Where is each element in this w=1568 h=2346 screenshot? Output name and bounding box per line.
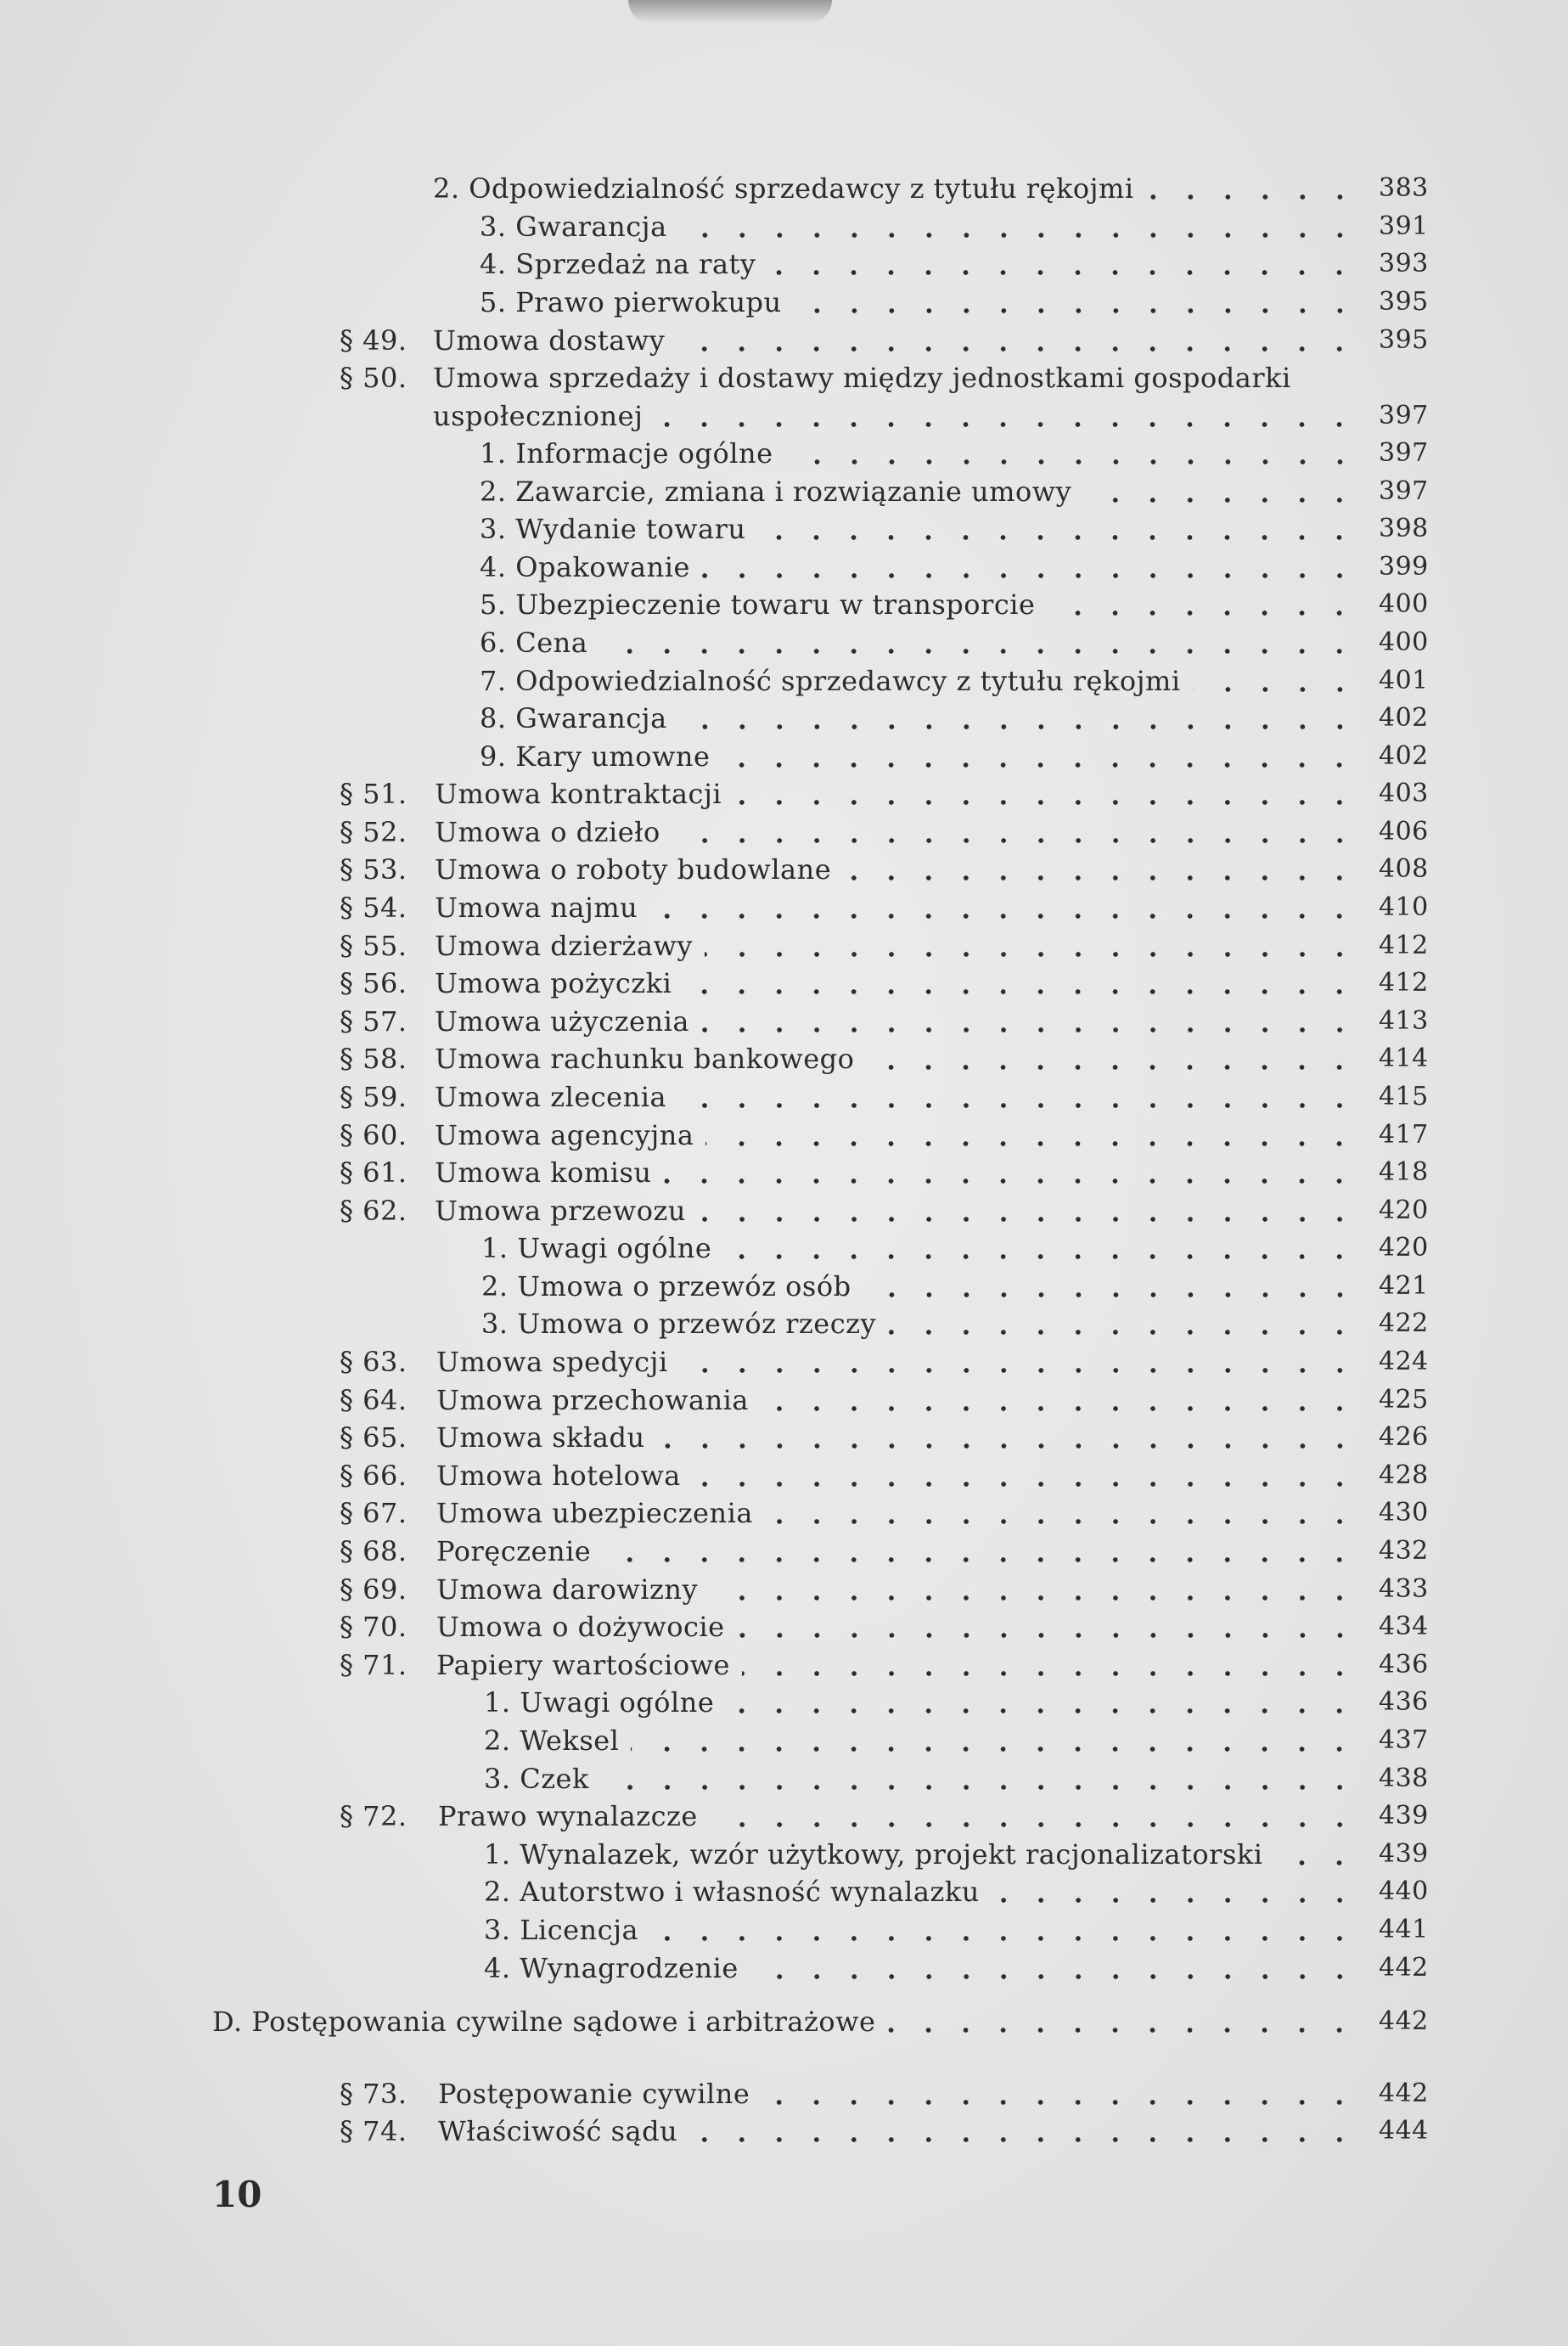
- toc-section-number: § 50.: [340, 362, 407, 394]
- toc-entry[interactable]: [480, 206, 1379, 244]
- toc-entry-title: Umowa dostawy: [433, 324, 666, 357]
- toc-entry[interactable]: [435, 1001, 1379, 1038]
- toc-entry[interactable]: [435, 774, 1379, 811]
- toc-entry[interactable]: [433, 168, 1379, 205]
- toc-page-number: 415: [1379, 1082, 1429, 1111]
- toc-entry-title: Umowa sprzedaży i dostawy między jednostkami gospodarki: [433, 362, 1291, 394]
- toc-page-number: 400: [1379, 589, 1429, 619]
- dot-leader: [1146, 172, 1363, 205]
- toc-entry-title: Właściwość sądu: [438, 2115, 678, 2147]
- dot-leader: [631, 1724, 1363, 1758]
- toc-entry[interactable]: [484, 1871, 1379, 1909]
- toc-entry[interactable]: [480, 509, 1379, 546]
- toc-entry-title: 2. Umowa o przewóz osób: [481, 1270, 851, 1302]
- toc-page-number: 432: [1379, 1536, 1429, 1566]
- dot-leader: [762, 2077, 1363, 2111]
- dot-leader: [710, 1799, 1363, 1833]
- toc-entry-title: Poręczenie: [436, 1535, 592, 1567]
- toc-page-number: 401: [1379, 666, 1429, 695]
- toc-entry-title: Umowa rachunku bankowego: [435, 1043, 855, 1075]
- toc-entry-title: Umowa kontraktacji: [435, 778, 722, 810]
- dot-leader: [657, 1421, 1363, 1454]
- dot-leader: [750, 1951, 1363, 1985]
- toc-entry-title: 3. Wydanie towaru: [480, 513, 746, 545]
- toc-page-number: 399: [1379, 552, 1429, 582]
- toc-page-number: 442: [1379, 2079, 1429, 2108]
- toc-page-number: 420: [1379, 1233, 1429, 1263]
- toc-entry-title: 5. Prawo pierwokupu: [480, 286, 782, 318]
- toc-entry-title: 1. Uwagi ogólne: [484, 1686, 715, 1719]
- dot-leader: [767, 247, 1363, 281]
- toc-entry[interactable]: [484, 1910, 1379, 1947]
- toc-entry[interactable]: [433, 396, 1379, 433]
- toc-entry-title: Umowa składu: [436, 1421, 645, 1454]
- dot-leader: [705, 929, 1363, 963]
- toc-page-number: 422: [1379, 1308, 1429, 1338]
- toc-entry-title: Umowa agencyjna: [435, 1119, 694, 1151]
- toc-entry[interactable]: [435, 1115, 1379, 1152]
- dot-leader: [794, 285, 1363, 319]
- toc-entry[interactable]: [480, 736, 1379, 774]
- toc-entry-title: Umowa o roboty budowlane: [435, 853, 832, 886]
- dot-leader: [765, 1496, 1363, 1530]
- toc-entry[interactable]: [436, 1342, 1379, 1379]
- toc-entry[interactable]: [433, 357, 1379, 395]
- dot-leader: [599, 626, 1363, 660]
- dot-leader: [680, 1345, 1363, 1379]
- toc-page-number: 428: [1379, 1460, 1429, 1490]
- toc-entry[interactable]: [436, 1645, 1379, 1682]
- toc-entry-title: 2. Odpowiedzialność sprzedawcy z tytułu rękojmi: [433, 172, 1134, 205]
- toc-section-number: § 66.: [340, 1460, 407, 1492]
- dot-leader: [1083, 475, 1363, 509]
- toc-entry[interactable]: [480, 698, 1379, 735]
- toc-entry[interactable]: [480, 661, 1379, 698]
- dot-leader: [843, 852, 1363, 886]
- toc-page-number: 393: [1379, 249, 1429, 278]
- toc-page-number: 412: [1379, 968, 1429, 998]
- toc-entry[interactable]: [480, 471, 1379, 509]
- dot-leader: [866, 1042, 1363, 1076]
- toc-entry[interactable]: [435, 1190, 1379, 1228]
- toc-page-number: 403: [1379, 779, 1429, 808]
- toc-section-number: § 61.: [340, 1156, 407, 1189]
- toc-page-number: 436: [1379, 1650, 1429, 1679]
- toc-entry[interactable]: [436, 1531, 1379, 1568]
- dot-leader: [723, 1231, 1363, 1265]
- toc-page-number: 426: [1379, 1422, 1429, 1452]
- toc-entry-title: 2. Zawarcie, zmiana i rozwiązanie umowy: [480, 475, 1072, 508]
- dot-leader: [705, 1118, 1363, 1152]
- dot-leader: [672, 815, 1363, 849]
- toc-entry-title: uspołecznionej: [433, 400, 643, 432]
- toc-entry[interactable]: [438, 1796, 1379, 1833]
- dot-leader: [677, 323, 1363, 357]
- toc-entry[interactable]: [435, 1038, 1379, 1076]
- toc-entry[interactable]: [436, 1455, 1379, 1493]
- toc-entry-title: 1. Informacje ogólne: [480, 437, 773, 470]
- toc-entry-title: 9. Kary umowne: [480, 740, 711, 773]
- toc-section-number: § 54.: [340, 892, 407, 924]
- toc-page-number: 421: [1379, 1271, 1429, 1301]
- toc-page-number: 436: [1379, 1687, 1429, 1717]
- dot-leader: [1193, 664, 1363, 698]
- dot-leader: [679, 701, 1363, 735]
- dot-leader: [679, 210, 1363, 244]
- toc-entry[interactable]: [480, 584, 1379, 622]
- dot-leader: [1274, 1837, 1363, 1871]
- toc-page-number: 439: [1379, 1839, 1429, 1869]
- toc-entry[interactable]: [484, 1834, 1379, 1871]
- toc-page-number: 424: [1379, 1347, 1429, 1376]
- toc-entry-title: D. Postępowania cywilne sądowe i arbitrażowe: [212, 2006, 876, 2038]
- toc-section-number: § 57.: [340, 1005, 407, 1038]
- toc-section-number: § 72.: [340, 1800, 407, 1832]
- dot-leader: [742, 1648, 1363, 1682]
- dot-leader: [761, 1383, 1363, 1417]
- toc-section-number: § 51.: [340, 778, 407, 810]
- toc-section-number: § 68.: [340, 1535, 407, 1567]
- toc-entry[interactable]: [484, 1682, 1379, 1719]
- toc-page-number: 442: [1379, 1953, 1429, 1983]
- dot-leader: [1047, 588, 1363, 622]
- toc-page-number: 400: [1379, 627, 1429, 657]
- toc-entry-title: 1. Wynalazek, wzór użytkowy, projekt racjonalizatorski: [484, 1838, 1263, 1871]
- toc-page-number: 441: [1379, 1915, 1429, 1944]
- toc-entry-title: 3. Czek: [484, 1763, 589, 1795]
- toc-section-number: § 55.: [340, 930, 407, 962]
- toc-entry-title: Umowa przechowania: [436, 1384, 749, 1416]
- toc-section-number: § 60.: [340, 1119, 407, 1151]
- toc-page-number: 398: [1379, 514, 1429, 543]
- toc-page-number: 410: [1379, 892, 1429, 922]
- toc-entry-title: Umowa o dzieło: [435, 816, 660, 848]
- dot-leader: [737, 1610, 1363, 1644]
- dot-leader: [655, 399, 1363, 433]
- toc-page-number: 420: [1379, 1196, 1429, 1225]
- dot-leader: [649, 891, 1363, 925]
- toc-entry-title: 1. Uwagi ogólne: [481, 1232, 712, 1264]
- dot-leader: [601, 1762, 1363, 1796]
- toc-page-number: 397: [1379, 438, 1429, 468]
- toc-entry-title: 3. Gwarancja: [480, 211, 667, 243]
- toc-page-number: 413: [1379, 1006, 1429, 1036]
- toc-section-number: § 64.: [340, 1384, 407, 1416]
- toc-entry[interactable]: [436, 1606, 1379, 1644]
- toc-entry[interactable]: [436, 1569, 1379, 1606]
- toc-section-number: § 52.: [340, 816, 407, 848]
- toc-page-number: 444: [1379, 2116, 1429, 2146]
- dot-leader: [863, 1269, 1363, 1303]
- toc-page-number: 397: [1379, 401, 1429, 430]
- toc-entry-title: 3. Licencja: [484, 1914, 639, 1946]
- toc-section-number: § 59.: [340, 1081, 407, 1113]
- toc-entry-title: Postępowanie cywilne: [438, 2078, 750, 2110]
- toc-section-number: § 49.: [340, 324, 407, 357]
- toc-section-number: § 71.: [340, 1649, 407, 1681]
- toc-entry-title: Umowa zlecenia: [435, 1081, 667, 1113]
- toc-page-number: 402: [1379, 703, 1429, 733]
- dot-leader: [888, 1307, 1363, 1341]
- dot-leader: [693, 1459, 1363, 1493]
- dot-leader: [726, 1685, 1363, 1719]
- toc-page-number: 417: [1379, 1120, 1429, 1150]
- toc-entry-title: 5. Ubezpieczenie towaru w transporcie: [480, 588, 1036, 621]
- toc-entry-title: 4. Sprzedaż na raty: [480, 248, 756, 280]
- toc-entry-title: Umowa pożyczki: [435, 967, 672, 999]
- page-number: 10: [212, 2174, 262, 2215]
- toc-section-number: § 63.: [340, 1346, 407, 1378]
- toc-entry-title: Umowa przewozu: [435, 1195, 686, 1227]
- toc-section-number: § 58.: [340, 1043, 407, 1075]
- toc-page-number: 430: [1379, 1498, 1429, 1527]
- toc-section-number: § 70.: [340, 1611, 407, 1643]
- dot-leader: [887, 2005, 1363, 2039]
- toc-entry[interactable]: [480, 244, 1379, 281]
- toc-entry[interactable]: [435, 925, 1379, 963]
- toc-entry[interactable]: [480, 547, 1379, 584]
- toc-entry[interactable]: [435, 887, 1379, 925]
- dot-leader: [689, 2114, 1363, 2148]
- toc-entry-title: 2. Weksel: [484, 1724, 620, 1757]
- toc-section-number: § 74.: [340, 2115, 407, 2147]
- toc-section-number: § 65.: [340, 1421, 407, 1454]
- toc-entry[interactable]: [481, 1303, 1379, 1341]
- toc-entry[interactable]: [435, 812, 1379, 849]
- dot-leader: [710, 1572, 1363, 1606]
- toc-entry-title: 7. Odpowiedzialność sprzedawcy z tytułu rękojmi: [480, 665, 1181, 697]
- toc-entry[interactable]: [435, 963, 1379, 1000]
- dot-leader: [698, 1194, 1363, 1228]
- toc-page-number: 438: [1379, 1764, 1429, 1793]
- dot-leader: [663, 1156, 1363, 1190]
- toc-entry[interactable]: [484, 1948, 1379, 1985]
- toc-entry[interactable]: [436, 1493, 1379, 1530]
- toc-entry[interactable]: [435, 1152, 1379, 1190]
- toc-entry-title: 3. Umowa o przewóz rzeczy: [481, 1308, 877, 1340]
- toc-entry[interactable]: [438, 2073, 1379, 2111]
- toc-entry-title: 4. Opakowanie: [480, 551, 690, 583]
- toc-page-number: 439: [1379, 1801, 1429, 1831]
- toc-entry-title: Umowa spedycji: [436, 1346, 668, 1378]
- toc-page-number: 397: [1379, 476, 1429, 506]
- toc-page-number: 437: [1379, 1725, 1429, 1755]
- dot-leader: [785, 436, 1363, 470]
- toc-entry-title: Umowa dzierżawy: [435, 930, 693, 962]
- toc-entry-title: 2. Autorstwo i własność wynalazku: [484, 1876, 980, 1908]
- toc-entry[interactable]: [481, 1228, 1379, 1265]
- toc-entry[interactable]: [433, 320, 1379, 357]
- toc-page-number: 395: [1379, 287, 1429, 317]
- toc-page-number: 391: [1379, 211, 1429, 241]
- toc-entry-title: 8. Gwarancja: [480, 702, 667, 734]
- toc-page-number: 414: [1379, 1044, 1429, 1073]
- toc-page-number: 412: [1379, 931, 1429, 960]
- toc-entry[interactable]: [436, 1380, 1379, 1417]
- toc-section-number: § 67.: [340, 1497, 407, 1529]
- dot-leader: [722, 740, 1363, 774]
- dot-leader: [702, 550, 1363, 584]
- toc-page-number: 442: [1379, 2006, 1429, 2036]
- toc-section-number: § 62.: [340, 1195, 407, 1227]
- dot-leader: [757, 512, 1363, 546]
- toc-entry[interactable]: [484, 1720, 1379, 1758]
- toc-entry-title: Umowa o dożywocie: [436, 1611, 725, 1643]
- dot-leader: [603, 1534, 1363, 1568]
- toc-section-number: § 73.: [340, 2078, 407, 2110]
- toc-page-number: 395: [1379, 325, 1429, 355]
- toc-section-number: § 69.: [340, 1573, 407, 1606]
- toc-entry[interactable]: [480, 282, 1379, 319]
- dot-leader: [992, 1875, 1363, 1909]
- toc-entry-title: Umowa komisu: [435, 1156, 652, 1189]
- toc-entry-title: Umowa ubezpieczenia: [436, 1497, 753, 1529]
- toc-entry[interactable]: [481, 1266, 1379, 1303]
- dot-leader: [701, 1004, 1363, 1038]
- toc-entry-title: Prawo wynalazcze: [438, 1800, 698, 1832]
- toc-entry[interactable]: [435, 1077, 1379, 1114]
- toc-entry[interactable]: [480, 622, 1379, 660]
- dot-leader: [683, 966, 1363, 1000]
- toc-entry-title: Umowa użyczenia: [435, 1005, 689, 1038]
- toc-page-number: 434: [1379, 1612, 1429, 1641]
- toc-page-number: 425: [1379, 1385, 1429, 1415]
- dot-leader: [678, 1080, 1363, 1114]
- toc-entry-title: Umowa najmu: [435, 892, 638, 924]
- toc-entry-title: 6. Cena: [480, 627, 588, 659]
- toc-page-number: 433: [1379, 1574, 1429, 1604]
- toc-entry[interactable]: [435, 849, 1379, 886]
- dot-leader: [650, 1913, 1363, 1947]
- toc-entry-title: Papiery wartościowe: [436, 1649, 730, 1681]
- toc-page-number: 408: [1379, 854, 1429, 884]
- toc-entry[interactable]: [480, 433, 1379, 470]
- toc-entry[interactable]: [436, 1417, 1379, 1454]
- toc-entry[interactable]: [438, 2111, 1379, 2148]
- toc-section-number: § 53.: [340, 853, 407, 886]
- toc-section-number: § 56.: [340, 967, 407, 999]
- toc-page-number: 440: [1379, 1876, 1429, 1906]
- toc-page-number: 406: [1379, 817, 1429, 847]
- toc-page-number: 418: [1379, 1157, 1429, 1187]
- toc-entry[interactable]: [484, 1758, 1379, 1796]
- dot-leader: [733, 777, 1363, 811]
- toc-entry-title: 4. Wynagrodzenie: [484, 1952, 739, 1984]
- toc-page-number: 383: [1379, 173, 1429, 203]
- toc-entry-title: Umowa hotelowa: [436, 1460, 681, 1492]
- toc-entry-title: Umowa darowizny: [436, 1573, 699, 1606]
- toc-entry[interactable]: [212, 2001, 1379, 2039]
- toc-page-number: 402: [1379, 741, 1429, 771]
